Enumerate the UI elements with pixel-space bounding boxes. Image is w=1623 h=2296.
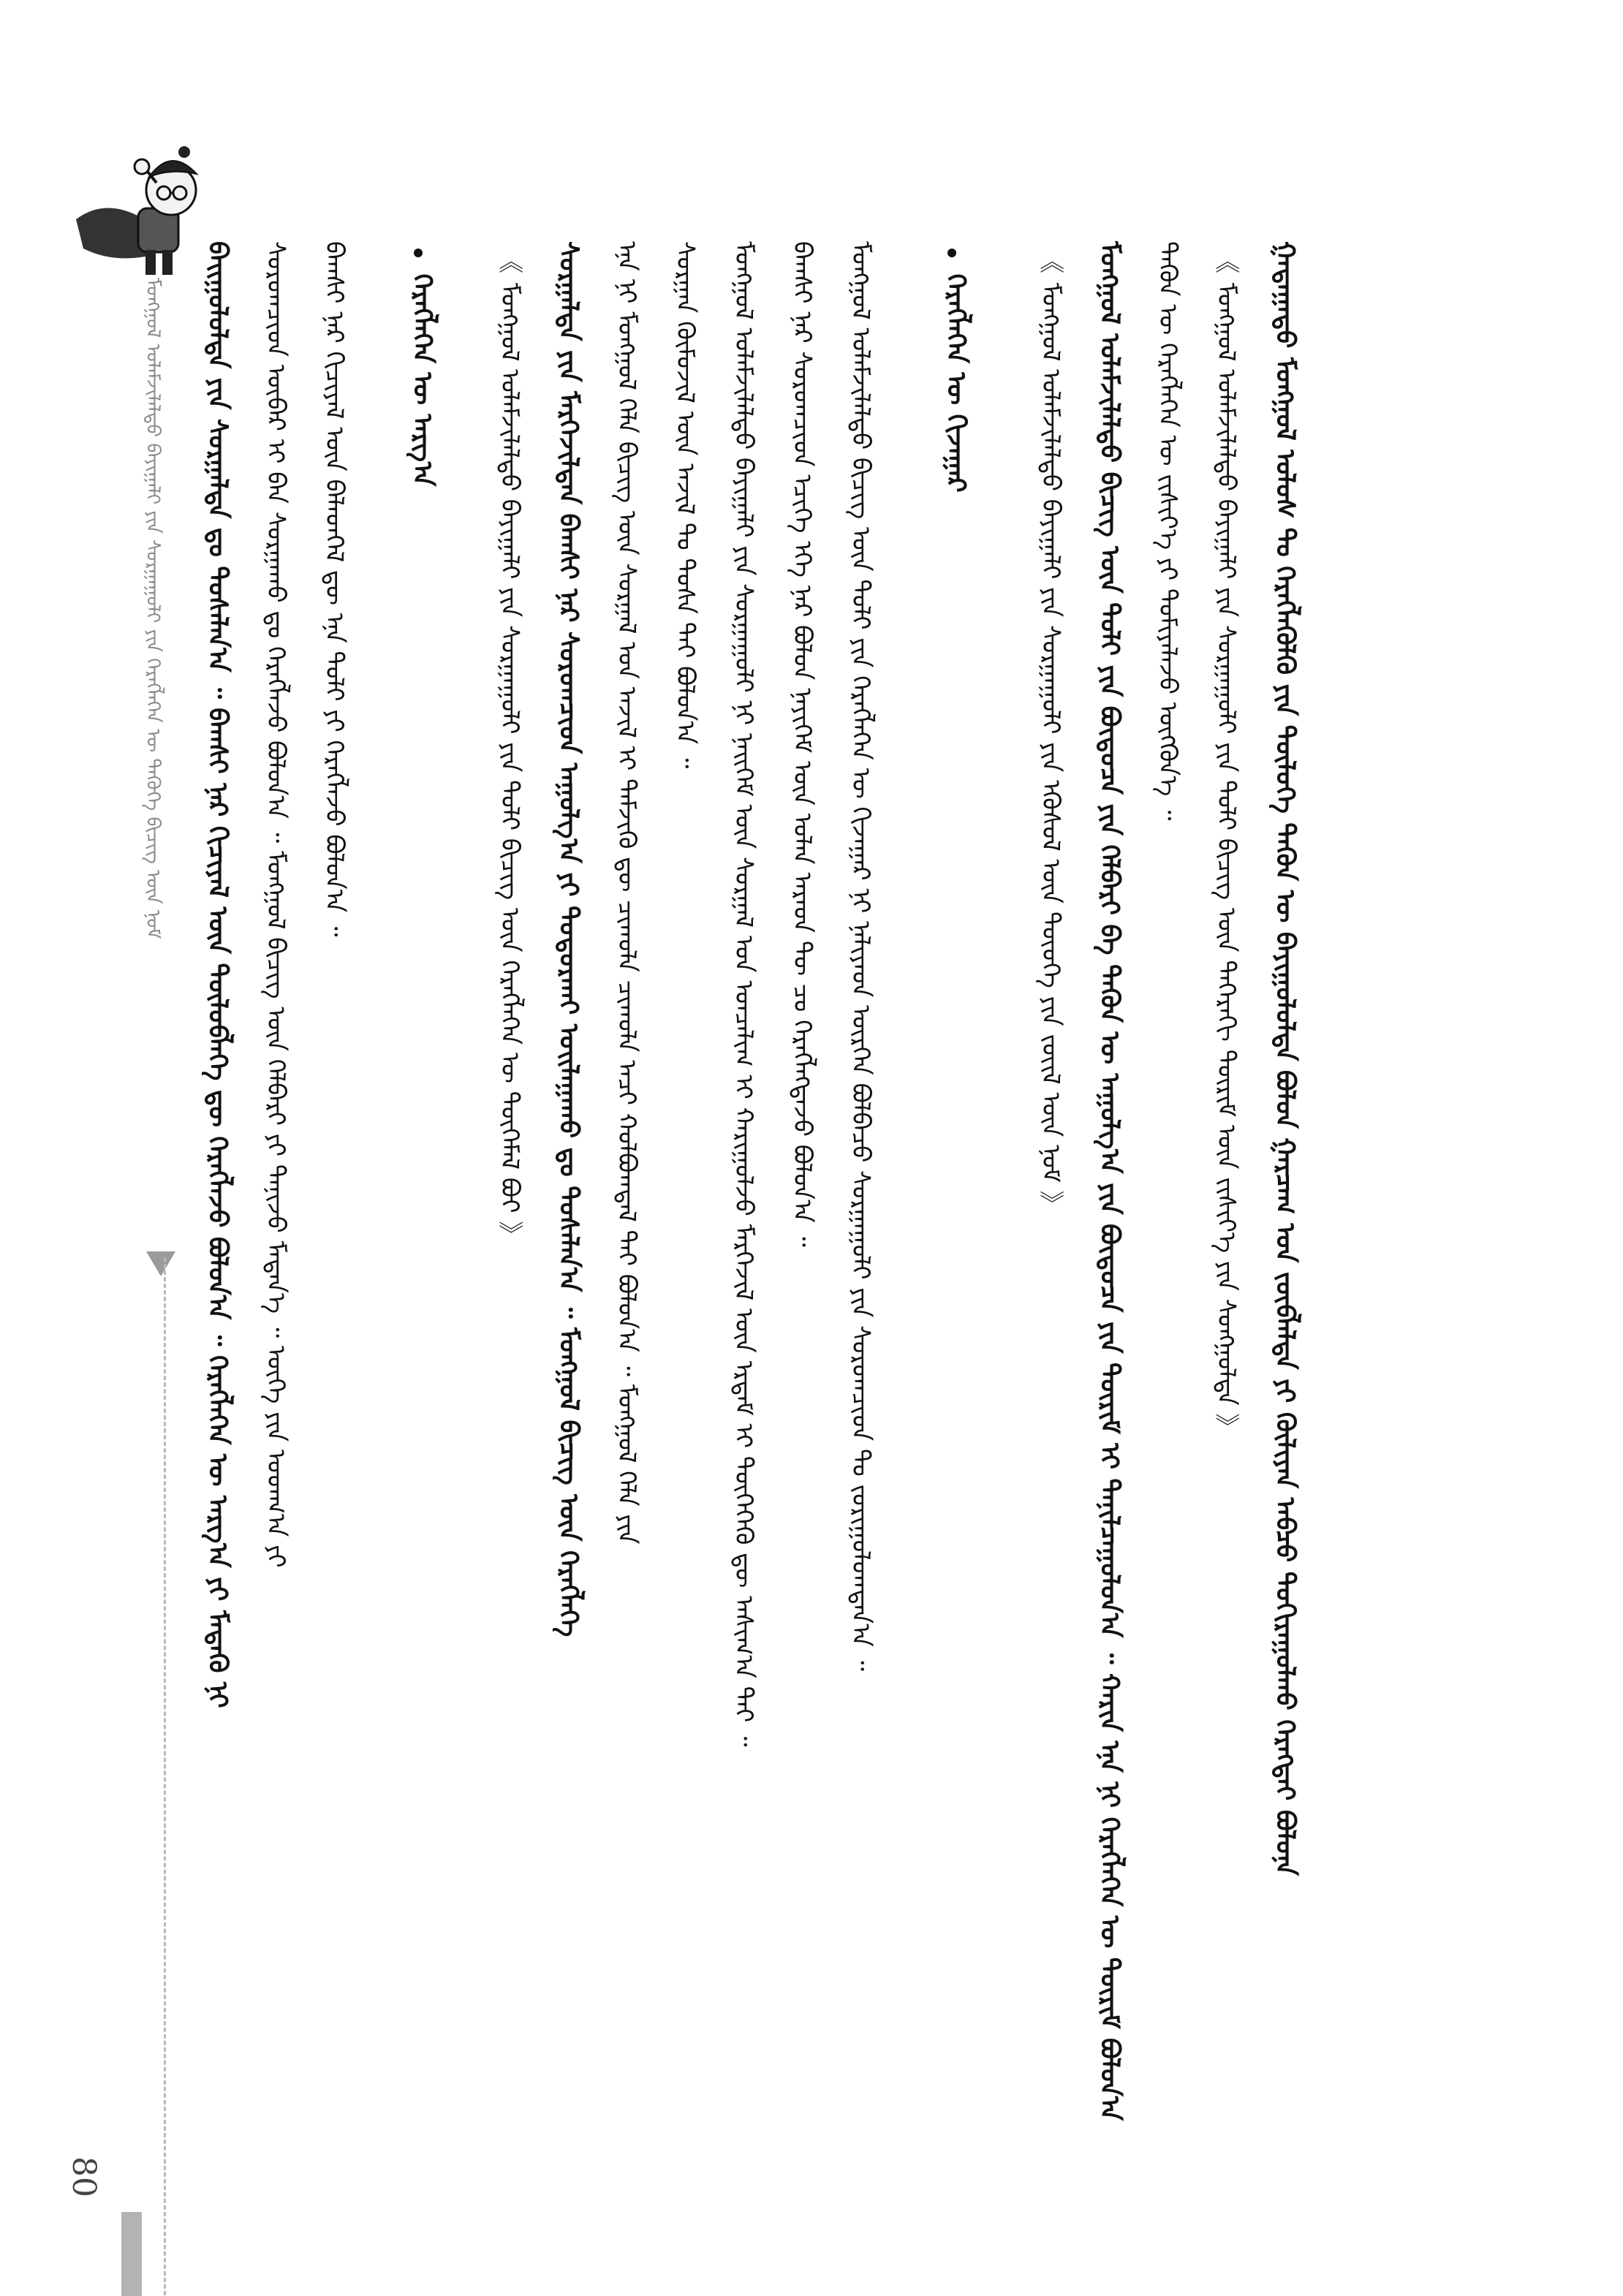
page-number: 80 xyxy=(65,2156,102,2197)
text-column: ᠪᠠᠭᠰᠢ ᠨᠠᠷ ᠰᠤᠷᠤᠭᠴᠢᠳ ᠡᠴᠢᠭᠡ ᠡᠬᠡ ᠨᠠᠷ ᠪᠣᠯᠤᠨ ᠨᠡᠶᠢᠭᠡᠮ ᠦᠨ ᠣᠯᠠᠨ ᠠᠷᠠᠳ ᠲᠦ ᠴᠤ ᠬᠡᠷᠡᠭᠯᠡᠭᠳᠡᠵᠦ ᠪᠣᠯᠤᠨ᠎ᠠ ᠃ xyxy=(787,241,817,1247)
text-column: ᠲᠡᠭᠦᠨ ᠦ ᠬᠡᠷᠡᠭᠯᠡᠭᠡᠨ ᠦ ᠵᠢᠱᠢᠶ᠎ᠡ ᠶᠢ ᠲᠣᠮᠢᠶᠠᠯᠠᠵᠤ ᠦᠭᠭᠦᠨ᠎ᠡ ᠃ xyxy=(1153,241,1182,821)
text-column: ᠪᠠᠭᠰᠢ ᠨᠠᠷ ᠬᠢᠴᠢᠶᠡᠯ ᠦᠨ ᠪᠡᠯᠡᠳᠬᠡᠯ ᠳᠦ ᠡᠨᠡ ᠲᠣᠯᠢ ᠶᠢ ᠬᠡᠷᠡᠭᠯᠡᠵᠦ ᠪᠣᠯᠤᠨ᠎ᠠ ᠃ xyxy=(319,241,349,937)
text-column: ᠡᠨᠡ ᠨᠢ ᠮᠣᠩᠭᠣᠯ ᠬᠡᠯᠡ ᠪᠢᠴᠢᠭ ᠦᠨ ᠰᠤᠷᠭᠠᠯ ᠤᠨ ᠠᠵᠢᠯ ᠢ ᠳᠡᠮᠵᠢᠬᠦ ᠳᠦ ᠴᠢᠬᠤᠯᠠ ᠴᠢᠬᠤᠯᠠ ᠠᠴᠢ ᠬᠣᠯᠪᠣᠭᠳᠠᠯ ᠲᠠᠢ ᠪᠣᠯᠤᠨ᠎ᠠ ᠃ ᠮᠣᠩᠭᠣᠯ ᠬᠡᠯᠡ ᠶᠢᠨ xyxy=(612,241,641,1545)
text-column: ᠰᠤᠷᠭᠠᠨ ᠬᠦᠮᠦᠵᠢᠯ ᠦᠨ ᠠᠵᠢᠯ ᠲᠤ ᠲᠤᠰᠠ ᠲᠠᠢ ᠪᠣᠯᠤᠨ᠎ᠠ ᠃ xyxy=(670,241,700,769)
page-edge-tab xyxy=(121,2212,142,2296)
section-heading-text: ᠬᠡᠷᠡᠭᠯᠡᠭᠡᠨ ᠦ ᠬᠢᠵᠠᠭᠠᠷ xyxy=(941,273,972,493)
text-column: 《 ᠮᠣᠩᠭᠣᠯ ᠤᠯᠠᠮᠵᠢᠯᠠᠯᠲᠤ ᠪᠠᠶᠢᠭᠠᠯᠢ ᠶᠢᠨ ᠰᠤᠷᠭᠠᠭᠤᠯᠢ ᠶᠢᠨ ᠲᠣᠯᠢ ᠪᠢᠴᠢᠭ ᠦᠨ ᠳᠡᠭᠡᠷᠡᠬᠢ ᠳᠦᠷᠢᠮ ᠦᠨ ᠵᠢᠱᠢᠶ᠎ᠡ ᠶᠢᠨ ᠰᠣᠩᠭᠣᠯᠲᠠ 》 xyxy=(1211,249,1241,1439)
text-column: ᠰᠤᠷᠤᠭᠴᠢᠳ ᠥᠪᠡᠷ ᠢ ᠪᠡᠨ ᠰᠤᠷᠭᠠᠬᠤ ᠳᠤ ᠬᠡᠷᠡᠭᠯᠡᠵᠦ ᠪᠣᠯᠤᠨ᠎ᠠ ᠃ ᠮᠣᠩᠭᠣᠯ ᠪᠢᠴᠢᠭ ᠦᠨ ᠬᠡᠯᠪᠡᠷᠢ ᠶᠢ ᠲᠠᠨᠢᠵᠤ ᠮᠡᠳᠡᠨ᠎ᠡ ᠃ ᠦᠭᠡ ᠶᠢᠨ ᠤᠳᠬ᠎ᠠ ᠶᠢ xyxy=(261,241,290,1568)
running-header: ᠮᠣᠩᠭᠣᠯ ᠤᠯᠠᠮᠵᠢᠯᠠᠯᠲᠤ ᠪᠠᠶᠢᠭᠠᠯᠢ ᠶᠢᠨ ᠰᠤᠷᠭᠠᠭᠤᠯᠢ ᠶᠢᠨ ᠬᠡᠷᠡᠭᠯᠡᠭᠡᠨ ᠦ ᠲᠡᠭᠦᠬᠡ ᠪᠢᠴᠢᠭ ᠦᠨ ᠨᠣᠮ xyxy=(142,278,164,939)
text-column: ᠪᠠᠢᠭᠤᠯᠤᠯᠲᠠ ᠶᠢᠨ ᠰᠤᠷᠭᠠᠯᠲᠠ ᠳᠤ ᠲᠤᠰᠠᠯᠠᠨ᠎ᠠ ᠃ ᠪᠠᠭᠰᠢ ᠨᠠᠷ ᠬᠢᠴᠢᠶᠡᠯ ᠦᠨ ᠲᠥᠯᠥᠪᠯᠡᠭᠡ ᠳᠦ ᠬᠡᠷᠡᠭᠯᠡᠵᠦ ᠪᠣᠯᠤᠨ᠎ᠠ ᠃ ᠬᠡᠷᠡᠭᠯᠡᠭᠡᠨ ᠦ ᠠᠷᠭ᠎ᠠ ᠶᠢ ᠮᠡᠳᠡᠬᠦ ᠨᠢ xyxy=(203,241,233,1708)
text-column: ᠰᠤᠷᠭᠠᠯᠲᠠ ᠶᠢᠨ ᠮᠡᠷᠭᠡᠵᠢᠯᠲᠡᠨ ᠪᠠᠭᠰᠢ ᠨᠠᠷ ᠰᠤᠷᠤᠭᠴᠢᠳ ᠠᠭᠤᠯᠭ᠎ᠠ ᠶᠢ ᠲᠣᠳᠤᠷᠬᠠᠢ ᠣᠢᠯᠠᠭᠠᠬᠤ ᠳᠤ ᠲᠤᠰᠠᠯᠠᠨ᠎ᠠ ᠃ ᠮᠣᠩᠭᠣᠯ ᠪᠢᠴᠢᠭ ᠦᠨ ᠬᠡᠷᠡᠭᠯᠡᠭᠡ xyxy=(553,241,584,1637)
header-marker-triangle xyxy=(146,1251,175,1276)
text-column: ᠮᠣᠩᠭᠣᠯ ᠤᠯᠠᠮᠵᠢᠯᠠᠯᠲᠤ ᠪᠢᠴᠢᠭ ᠦᠨ ᠲᠣᠯᠢ ᠶᠢᠨ ᠪᠦᠲᠦᠴᠡ ᠶᠢᠨ ᠬᠡᠯᠪᠡᠷᠢ ᠪᠠ ᠲᠡᠭᠦᠨ ᠦ ᠠᠭᠤᠯᠭ᠎ᠠ ᠶᠢᠨ ᠪᠦᠲᠦᠴᠡ ᠶᠢᠨ ᠳᠦᠷᠢᠮ ᠢ ᠲᠠᠨᠢᠯᠴᠠᠭᠤᠯᠤᠨ᠎ᠠ ᠃ ᠬᠠᠷᠢᠨ ᠡᠨᠡ ᠨᠢ ᠬᠡᠷᠡᠭᠯᠡᠭᠡᠨ ᠦ ᠳᠦᠷᠢᠮ ᠪᠣᠯᠤᠨ᠎ᠠ xyxy=(1094,241,1125,2121)
section-heading xyxy=(409,249,440,556)
text-column: 《 ᠮᠣᠩᠭᠣᠯ ᠤᠯᠠᠮᠵᠢᠯᠠᠯᠲᠤ ᠪᠠᠶᠢᠭᠠᠯᠢ ᠶᠢᠨ ᠰᠤᠷᠭᠠᠭᠤᠯᠢ ᠶᠢᠨ ᠲᠣᠯᠢ ᠪᠢᠴᠢᠭ ᠦᠨ ᠬᠡᠷᠡᠭᠯᠡᠭᠡᠨ ᠦ ᠲᠦᠭᠡᠮᠡᠯ ᠪᠤᠢ 》 xyxy=(495,249,524,1247)
text-column: ᠮᠣᠩᠭᠣᠯ ᠤᠯᠠᠮᠵᠢᠯᠠᠯᠲᠤ ᠪᠠᠶᠢᠭᠠᠯᠢ ᠶᠢᠨ ᠰᠤᠷᠭᠠᠭᠤᠯᠢ ᠨᠢ ᠨᠡᠢᠭᠡᠮ ᠦᠨ ᠰᠤᠷᠭᠠᠯ ᠤᠨ ᠣᠨᠴᠠᠯᠢᠭ ᠢ ᠬᠠᠷᠢᠭᠤᠯᠵᠤ ᠮᠡᠷᠭᠡᠵᠢᠯ ᠦᠨ ᠡᠷᠳᠡᠮ ᠢ ᠲᠦᠭᠡᠭᠡᠬᠦ ᠳᠦ ᠠᠰᠢᠭ᠎ᠠ ᠲᠠᠢ ᠃ xyxy=(729,241,758,1747)
bullet-icon xyxy=(947,249,956,257)
text-column: ᠭᠠᠳᠠᠭᠠᠳᠤ ᠮᠣᠩᠭᠣᠯ ᠤᠯᠤᠰ ᠲᠤ ᠬᠡᠷᠡᠭᠯᠡᠭᠦᠯᠬᠦ ᠶᠢᠨ ᠲᠥᠯᠥᠭᠡ ᠲᠡᠭᠦᠨ ᠦ ᠪᠠᠶᠢᠭᠤᠯᠤᠯᠲᠠ ᠪᠣᠯᠤᠨ ᠭᠠᠷᠴᠠᠭ ᠤᠨ ᠵᠥᠪᠯᠡᠯᠲᠡ ᠶᠢ ᠬᠦᠯᠢᠶᠡᠨ ᠠᠪᠴᠤ ᠲᠣᠬᠢᠷᠠᠭᠤᠯᠬᠤ ᠬᠡᠷᠡᠭᠲᠡᠢ ᠪᠣᠯᠤᠨᠠ xyxy=(1270,241,1301,1876)
header-dashed-rule xyxy=(164,1257,166,2295)
section-heading xyxy=(943,249,974,556)
text-column: ᠮᠣᠩᠭᠣᠯ ᠤᠯᠠᠮᠵᠢᠯᠠᠯᠲᠤ ᠪᠢᠴᠢᠭ ᠦᠨ ᠲᠣᠯᠢ ᠶᠢᠨ ᠬᠡᠷᠡᠭᠯᠡᠭᠡᠨ ᠦ ᠬᠢᠵᠠᠭᠠᠷ ᠨᠢ ᠨᠡᠯᠢᠶᠡᠳ ᠥᠷᠭᠡᠨ ᠪᠣᠯᠪᠠᠴᠤ ᠰᠤᠷᠭᠠᠭᠤᠯᠢ ᠶᠢᠨ ᠰᠤᠷᠤᠭᠴᠢᠳ ᠲᠤ ᠵᠣᠷᠢᠭᠤᠯᠤᠭᠳᠠᠨ᠎ᠠ ᠃ xyxy=(846,241,875,1671)
bullet-icon xyxy=(414,249,423,257)
text-column: 《 ᠮᠣᠩᠭᠣᠯ ᠤᠯᠠᠮᠵᠢᠯᠠᠯᠲᠤ ᠪᠠᠶᠢᠭᠠᠯᠢ ᠶᠢᠨ ᠰᠤᠷᠭᠠᠭᠤᠯᠢ ᠶᠢᠨ ᠡᠭᠦᠰᠦᠯ ᠦᠨ ᠲᠦᠦᠬᠡ ᠶᠢᠨ ᠵᠦᠢᠯ ᠦᠨ ᠨᠣᠮ 》 xyxy=(1036,249,1065,1216)
section-heading-text: ᠬᠡᠷᠡᠭᠯᠡᠭᠡᠨ ᠦ ᠠᠷᠭ᠎ᠠ xyxy=(407,273,438,487)
mascot-illustration xyxy=(61,132,222,292)
